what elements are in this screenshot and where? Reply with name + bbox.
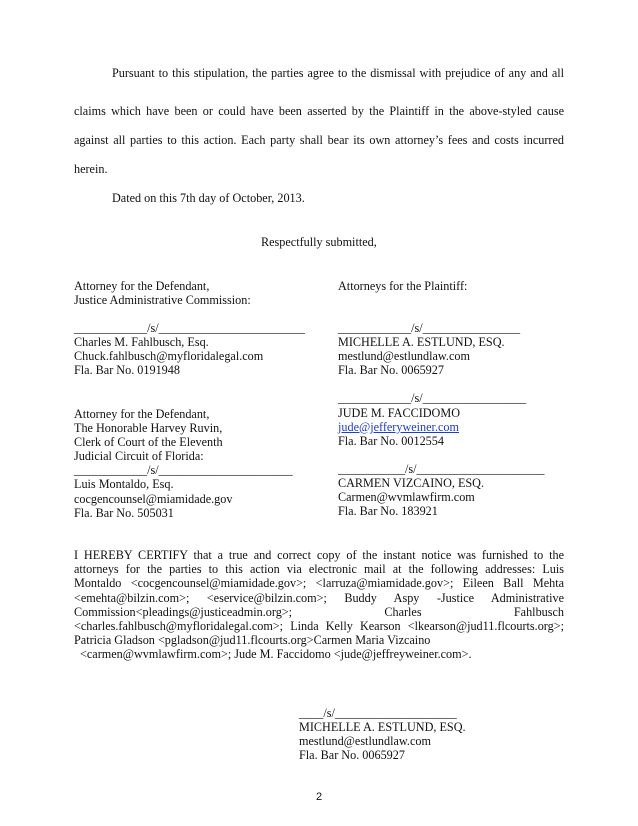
clerk-bar-number: Fla. Bar No. 505031 [74, 505, 174, 520]
vizcaino-email: Carmen@wvmlawfirm.com [338, 490, 475, 505]
jac-attorney-email: Chuck.fahlbusch@myfloridalegal.com [74, 349, 264, 364]
clerk-attorney-name: Luis Montaldo, Esq. [74, 477, 174, 492]
estlund-email: mestlund@estlundlaw.com [338, 349, 470, 364]
clerk-role-line-4: Judicial Circuit of Florida: [74, 449, 204, 464]
closing-signature-line: ____/s/____________________ [299, 706, 457, 720]
closing-email: mestlund@estlundlaw.com [299, 734, 431, 749]
stipulation-line-1: Pursuant to this stipulation, the parties agree to the dismissal with prejudice of any and all [112, 66, 564, 80]
clerk-role-line-1: Attorney for the Defendant, [74, 407, 210, 421]
closing-bar-number: Fla. Bar No. 0065927 [299, 748, 405, 763]
certificate-line-2: attorneys for the parties to this action via electronic mail at the following addresses: Luis [74, 562, 564, 577]
defendant-jac-block [74, 279, 305, 378]
jac-attorney-name: Charles M. Fahlbusch, Esq. [74, 335, 209, 350]
faccidomo-signature-line: ____________/s/_________________ [338, 391, 527, 406]
stipulation-line-3: against all parties to this action. Each party shall bear its own attorney’s fees and costs incurred [74, 133, 564, 147]
vizcaino-bar-number: Fla. Bar No. 183921 [338, 504, 438, 519]
certificate-line-3: Montaldo <cocgencounsel@miamidade.gov>; <larruza@miamidade.gov>; Eileen Ball Mehta [74, 576, 564, 591]
estlund-name: MICHELLE A. ESTLUND, ESQ. [338, 335, 505, 350]
stipulation-line-2: claims which have been or could have been asserted by the Plaintiff in the above-styled cause [74, 104, 564, 118]
jac-role-line-1: Attorney for the Defendant, [74, 279, 210, 293]
jac-signature-line: ____________/s/________________________ [74, 321, 305, 336]
clerk-role-line-2: The Honorable Harvey Ruvin, [74, 421, 223, 436]
certificate-of-service [74, 548, 564, 662]
stipulation-line-4: herein. [74, 162, 108, 176]
page-number: 2 [315, 791, 323, 803]
faccidomo-bar-number: Fla. Bar No. 0012554 [338, 433, 444, 448]
certificate-line-8: <carmen@wvmlawfirm.com>; Jude M. Faccidomo <jude@jeffreyweiner.com>. [80, 647, 472, 662]
jac-role-line-2: Justice Administrative Commission: [74, 293, 251, 308]
certificate-line-7: Patricia Gladson <pgladson@jud11.flcourts.org>Carmen Maria Vizcaino [74, 633, 431, 648]
respectfully-submitted: Respectfully submitted, [261, 235, 377, 249]
clerk-attorney-email: cocgencounsel@miamidade.gov [74, 491, 233, 506]
clerk-signature-line: ____________/s/______________________ [74, 463, 293, 478]
certificate-line-5: Commission<pleadings@justiceadmin.org>; Charles Fahlbusch [74, 604, 564, 619]
vizcaino-name: CARMEN VIZCAINO, ESQ. [338, 475, 485, 490]
faccidomo-name: JUDE M. FACCIDOMO [338, 405, 460, 420]
certificate-line-6: <charles.fahlbusch@myfloridalegal.com>; Linda Kelly Kearson <lkearson@jud11.flcourts.org>; [74, 619, 564, 634]
estlund-bar-number: Fla. Bar No. 0065927 [338, 363, 444, 378]
faccidomo-email-link[interactable]: jude@jefferyweiner.com [338, 419, 459, 434]
jac-bar-number: Fla. Bar No. 0191948 [74, 363, 180, 378]
plaintiff-role: Attorneys for the Plaintiff: [338, 279, 468, 293]
defendant-clerk-block [74, 407, 293, 520]
closing-name: MICHELLE A. ESTLUND, ESQ. [299, 720, 466, 735]
plaintiff-attorneys-block [338, 279, 545, 518]
certificate-line-4: <emehta@bilzin.com>; <eservice@bilzin.com>; Buddy Aspy -Justice Administrative [74, 590, 564, 605]
certificate-line-1: I HEREBY CERTIFY that a true and correct copy of the instant notice was furnished to the [74, 548, 564, 562]
vizcaino-signature-line: ___________/s/_____________________ [338, 461, 545, 476]
clerk-role-line-3: Clerk of Court of the Eleventh [74, 435, 223, 450]
dated-line: Dated on this 7th day of October, 2013. [112, 191, 305, 205]
estlund-signature-line: ____________/s/________________ [338, 321, 521, 336]
closing-signature-block [299, 706, 466, 762]
